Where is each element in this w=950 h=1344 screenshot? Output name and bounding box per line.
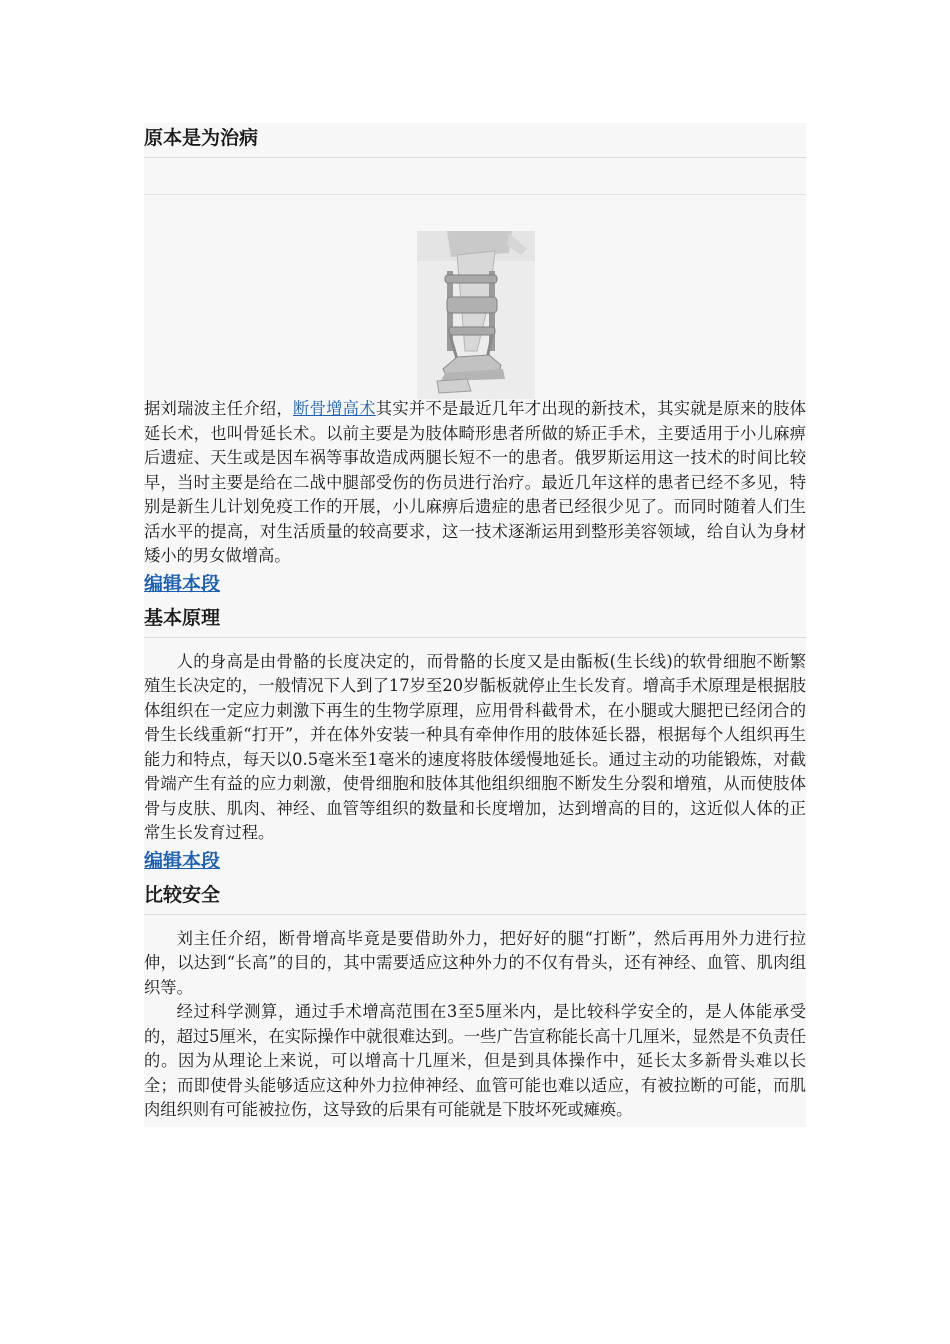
safety-paragraph-2: 经过科学测算，通过手术增高范围在3至5厘米内，是比较科学安全的，是人体能承受的，超过5厘米，在实际操作中就很难达到。一些广告宣称能长高十几厘米，显然是不负责任的。因为从理论上来说，可以增高十几厘米，但是到具体操作中，延长太多新骨头难以长全；而即使骨头能够适应这种外力拉伸神经、血管可能也难以适应，有被拉断的可能，而肌肉组织则有可能被拉伤，这导致的后果有可能就是下肢坏死或瘫痪。 (144, 1002, 806, 1119)
leg-brace-photo (417, 231, 535, 399)
article-panel (144, 123, 806, 1127)
intro-paragraph (144, 397, 806, 569)
safety-paragraph-1: 刘主任介绍，断骨增高毕竟是要借助外力，把好好的腿“打断”，然后再用外力进行拉伸，以达到“长高”的目的，其中需要适应这种外力的不仅有骨头，还有神经、血管、肌肉组织等。 (144, 928, 806, 997)
section-title-origin: 原本是为治病 (144, 123, 806, 158)
intro-prefix: 据刘瑞波主任介绍， (144, 399, 294, 418)
edit-section-link[interactable]: 编辑本段 (144, 849, 221, 872)
section-body-principle (144, 638, 806, 846)
section-title-safety: 比较安全 (144, 880, 806, 915)
principle-paragraph: 人的身高是由骨骼的长度决定的，而骨骼的长度又是由骺板(生长线)的软骨细胞不断繁殖生长决定的，一般情况下人到了17岁至20岁骺板就停止生长发育。增高手术原理是根据肢体组织在一定应力刺激下再生的生物学原理，应用骨科截骨术，在小腿或大腿把已经闭合的骨生长线重新“打开”，并在体外安装一种具有牵伸作用的肢体延长器，根据每个人组织再生能力和特点，每天以0.5毫米至1毫米的速度将肢体缓慢地延长。通过主动的功能锻炼，对截骨端产生有益的应力刺激，使骨细胞和肢体其他组织细胞不断发生分裂和增殖，从而使肢体骨与皮肤、肌肉、神经、血管等组织的数量和长度增加，达到增高的目的，这近似人体的正常生长发育过程。 (144, 651, 806, 842)
bone-lengthening-link[interactable]: 断骨增高术 (293, 399, 376, 418)
edit-section-link[interactable]: 编辑本段 (144, 572, 221, 595)
section-title-principle: 基本原理 (144, 603, 806, 638)
intro-rest: 其实并不是最近几年才出现的新技术，其实就是原来的肢体延长术，也叫骨延长术。以前主要是为肢体畸形患者所做的矫正手术，主要适用于小儿麻痹后遗症、天生或是因车祸等事故造成两腿长短不一的患者。俄罗斯运用这一技术的时间比较早，当时主要是给在二战中腿部受伤的伤员进行治疗。最近几年这样的患者已经不多见，特别是新生儿计划免疫工作的开展，小儿麻痹后遗症的患者已经很少见了。而同时随着人们生活水平的提高，对生活质量的较高要求，这一技术逐渐运用到整形美容领域，给自认为身材矮小的男女做增高。 (144, 399, 806, 565)
section-body-safety (144, 915, 806, 1123)
figure-area (144, 195, 806, 397)
spacer (144, 158, 806, 195)
